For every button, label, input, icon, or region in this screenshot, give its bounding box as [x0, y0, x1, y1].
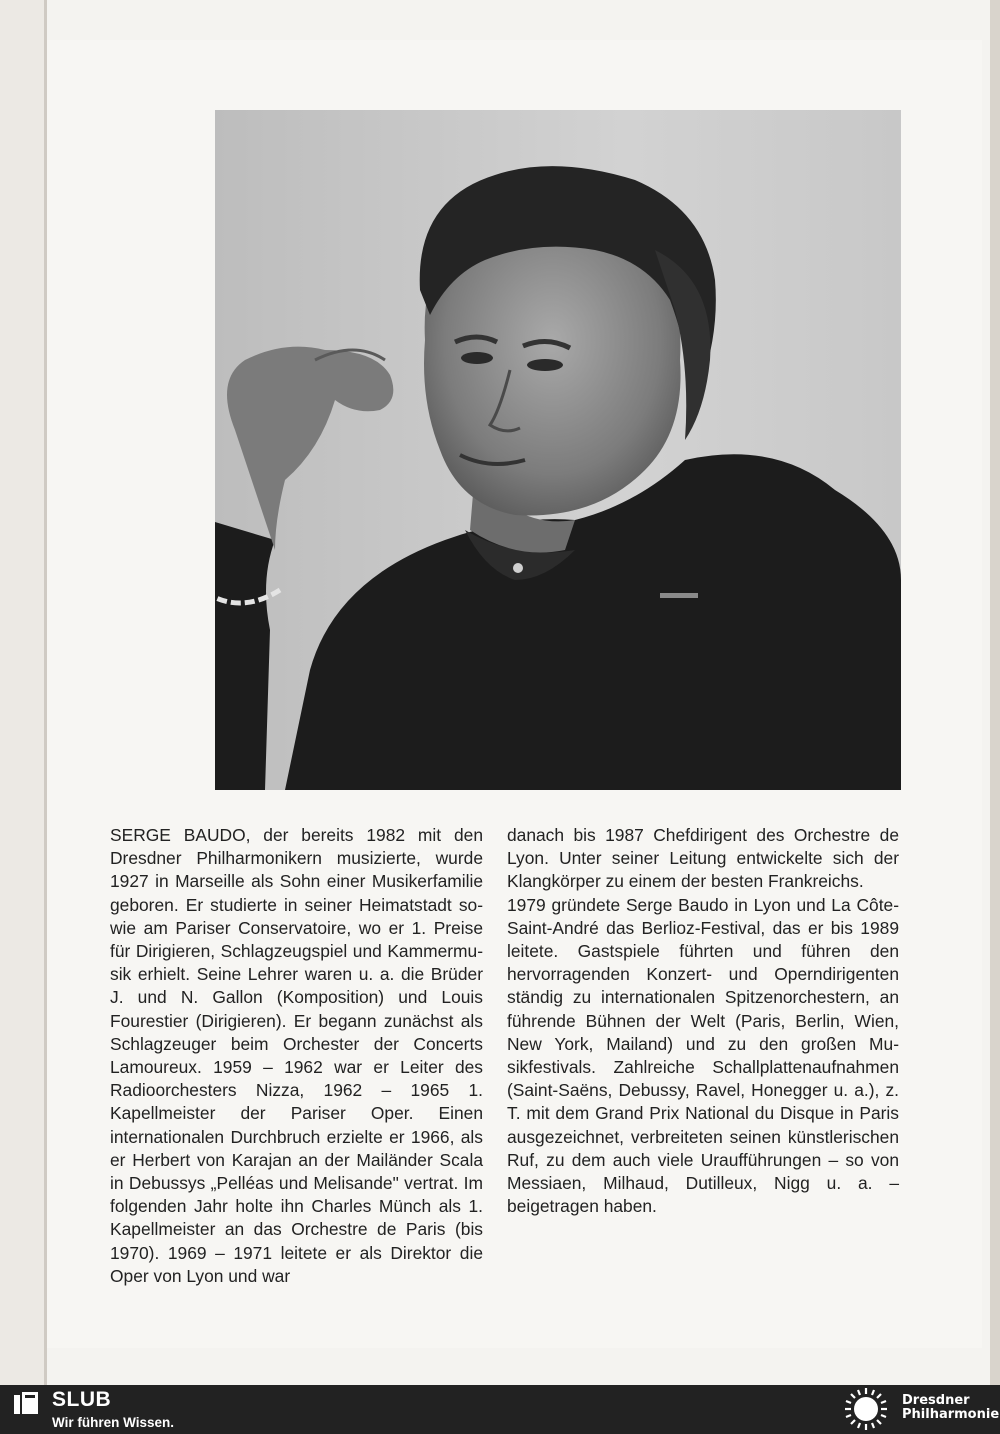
library-name[interactable]: SLUB	[52, 1388, 112, 1411]
portrait-illustration	[215, 110, 901, 790]
partner-name-line-2: Philharmonie	[902, 1407, 1000, 1422]
biography-paragraph-1: SERGE BAUDO, der bereits 1982 mit den Dresdner Philharmonikern musizierte, wurde 1927 in Marseille als Sohn einer Musikerfamilie geboren. Er studierte in seiner Heimatstadt sowie am Pariser Conservatoire, wo er 1. Preise für Dirigieren, Schlagzeugspiel und Kammermusik erhielt. Seine Lehrer waren u. a. die Brüder J. und N. Gallon (Komposition) und Louis Fourestier (Dirigieren). Er begann zunächst als Schlagzeuger beim Orchester der Concerts Lamoureux. 1959 – 1962 war er Leiter des Radioorchesters Nizza, 1962 – 1965 1. Kapellmeister der Pariser Oper. Einen internationalen Durchbruch erzielte er 1966, als er Herbert von Karajan an der Mailänder Scala in Debussys „Pelléas und Melisande" vertrat. Im folgenden Jahr holte ihn Charles Münch als 1. Kapellmeister an das Orchestre de Paris (bis 1970). 1969 – 1971 leitete er als Direktor die Oper von Lyon und war	[110, 825, 483, 1286]
library-tagline: Wir führen Wissen.	[52, 1415, 175, 1430]
brochure-page	[47, 40, 982, 1348]
biography-right-column	[507, 824, 899, 1218]
previous-page-edge	[0, 0, 47, 1385]
biography-left-column	[110, 824, 483, 1288]
next-page-edge	[990, 0, 1000, 1385]
partner-name[interactable]	[902, 1394, 999, 1422]
portrait-photo	[215, 110, 901, 790]
biography-paragraph-3: 1979 gründete Serge Baudo in Lyon und La Côte-Saint-André das Berlioz-Festival, das er bis 1989 leitete. Gastspiele führten und führen den hervorragenden Konzert- und Operndirigenten ständig zu internationalen Spitzenorchestern, an führende Bühnen der Welt (Paris, Berlin, Wien, New York, Mailand) und zu den großen Musikfestivals. Zahlreiche Schallplattenaufnahmen (Saint-Saëns, Debussy, Ravel, Honegger u. a.), z. T. mit dem Grand Prix National du Disque in Paris ausgezeichnet, verbreiteten seinen künstlerischen Ruf, zu dem auch viele Uraufführungen – so von Messiaen, Milhaud, Dutilleux, Nigg u. a. – beigetragen haben.	[507, 894, 899, 1217]
dresdner-philharmonie-logo-icon[interactable]	[841, 1386, 891, 1432]
biography-paragraph-2: danach bis 1987 Chefdirigent des Orchestre de Lyon. Unter seiner Leitung entwickelte sich der Klangkörper zu einem der besten Frankreichs.	[507, 825, 899, 892]
slub-logo-icon[interactable]	[14, 1392, 38, 1416]
partner-name-line-1: Dresdner	[902, 1393, 970, 1408]
